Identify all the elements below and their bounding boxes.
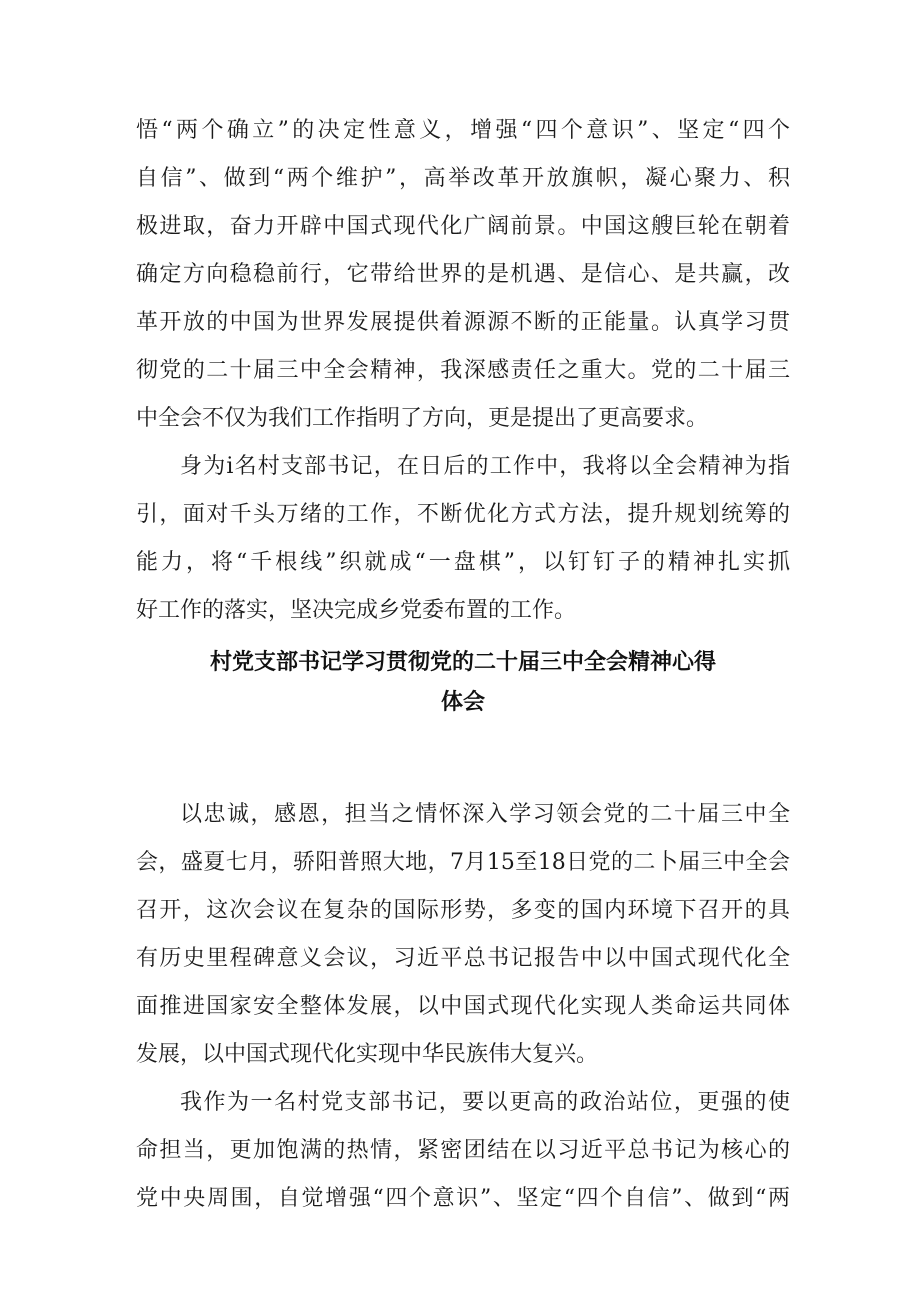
text-line: 以忠诚，感恩，担当之情怀深入学习领会党的二十届三中全 [180, 802, 790, 827]
text-line: 党中央周围，自觉增强“四个意识”、坚定“四个自信”、做到“两 [136, 1186, 790, 1211]
text-line: 会，盛夏七月，骄阳普照大地，7月15至18日党的二卜届三中全会 [136, 850, 790, 875]
title-line-1: 村党支部书记学习贯彻党的二十届三中全会精神心得 [209, 650, 716, 675]
title-line-2: 体会 [440, 690, 485, 715]
text-line: 发展，以中国式现代化实现中华民族伟大复兴。 [136, 1042, 599, 1067]
paragraph-continuation [136, 107, 790, 443]
text-line: 能力，将“千根线”织就成“一盘棋”，以钉钉子的精神扎实抓 [136, 550, 790, 575]
paragraph-commitment [136, 1079, 790, 1223]
paragraph-intro [136, 791, 790, 1079]
article-title [136, 643, 790, 723]
text-line: 革开放的中国为世界发展提供着源源不断的正能量。认真学习贯 [136, 310, 790, 335]
text-line: 中全会不仅为我们工作指明了方向，更是提出了更高要求。 [136, 406, 709, 431]
text-line: 面推进国家安全整体发展，以中国式现代化实现人类命运共同体 [136, 994, 790, 1019]
text-line: 自信”、做到“两个维护”，高举改革开放旗帜，凝心聚力、积 [136, 166, 790, 191]
text-line: 极进取，奋力开辟中国式现代化广阔前景。中国这艘巨轮在朝着 [136, 214, 790, 239]
text-line: 引，面对千头万绪的工作，不断优化方式方法，提升规划统筹的 [136, 502, 790, 527]
text-line: 召开，这次会议在复杂的国际形势，多变的国内环境下召开的具 [136, 898, 790, 923]
text-line: 悟“两个确立”的决定性意义，增强“四个意识”、坚定“四个 [136, 118, 790, 143]
text-line: 命担当，更加饱满的热情，紧密团结在以习近平总书记为核心的 [136, 1138, 790, 1163]
text-line: 我作为一名村党支部书记，要以更高的政治站位，更强的使 [180, 1090, 790, 1115]
text-line: 身为i名村支部书记，在日后的工作中，我将以全会精神为指 [180, 454, 790, 479]
text-line: 好工作的落实，坚决完成乡党委布置的工作。 [136, 598, 577, 623]
paragraph-village-secretary [136, 443, 790, 635]
text-line: 确定方向稳稳前行，它带给世界的是机遇、是信心、是共赢，改 [136, 262, 790, 287]
text-line: 彻党的二十届三中全会精神，我深感责任之重大。党的二十届三 [136, 358, 790, 383]
text-line: 有历史里程碑意义会议，习近平总书记报告中以中国式现代化全 [136, 946, 790, 971]
